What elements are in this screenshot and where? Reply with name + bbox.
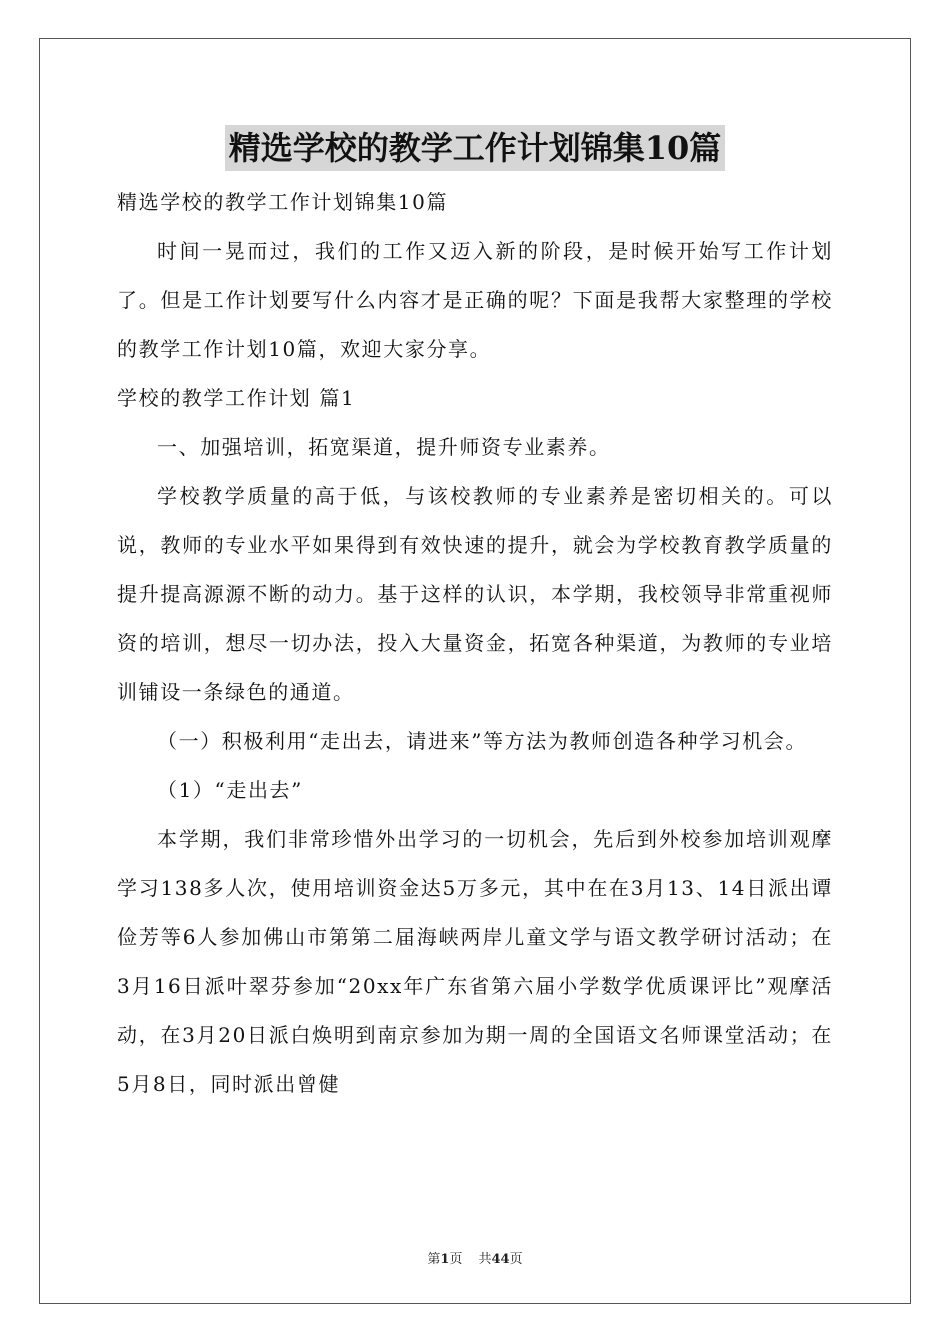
intro-paragraph: 时间一晃而过，我们的工作又迈入新的阶段，是时候开始写工作计划了。但是工作计划要写什么内容才是正确的呢？下面是我帮大家整理的学校的教学工作计划10篇，欢迎大家分享。	[117, 239, 833, 361]
subtitle-paragraph: 精选学校的教学工作计划锦集10篇	[117, 190, 449, 214]
body-paragraph: 本学期，我们非常珍惜外出学习的一切机会，先后到外校参加培训观摩学习138多人次，使用培训资金达5万多元，其中在在3月13、14日派出谭俭芳等6人参加佛山市第第二届海峡两岸儿童文学与语文教学研讨活动；在3月16日派叶翠芬参加“20xx年广东省第六届小学数学优质课评比”观摩活动，在3月20日派白焕明到南京参加为期一周的全国语文名师课堂活动；在5月8日，同时派出曾健	[117, 827, 833, 1096]
document-body	[117, 178, 833, 1109]
page-total: 44	[491, 1252, 510, 1267]
document-title: 精选学校的教学工作计划锦集10篇	[225, 125, 726, 171]
body-paragraph: （一）积极利用“走出去，请进来”等方法为教师创造各种学习机会。	[157, 729, 808, 753]
page-current: 1	[440, 1252, 450, 1267]
list-heading: （1）“走出去”	[157, 778, 303, 802]
page-prefix: 第	[427, 1252, 441, 1267]
total-suffix: 页	[509, 1252, 523, 1267]
title-area	[0, 125, 950, 171]
subsection-heading: 一、加强培训，拓宽渠道，提升师资专业素养。	[157, 435, 611, 459]
page-footer	[0, 1248, 950, 1267]
body-paragraph: 学校教学质量的高于低，与该校教师的专业素养是密切相关的。可以说，教师的专业水平如果得到有效快速的提升，就会为学校教育教学质量的提升提高源源不断的动力。基于这样的认识，本学期，我校领导非常重视师资的培训，想尽一切办法，投入大量资金，拓宽各种渠道，为教师的专业培训铺设一条绿色的通道。	[117, 484, 833, 704]
section-heading: 学校的教学工作计划 篇1	[117, 386, 356, 410]
page-suffix: 页	[449, 1252, 463, 1267]
total-prefix: 共	[478, 1252, 492, 1267]
